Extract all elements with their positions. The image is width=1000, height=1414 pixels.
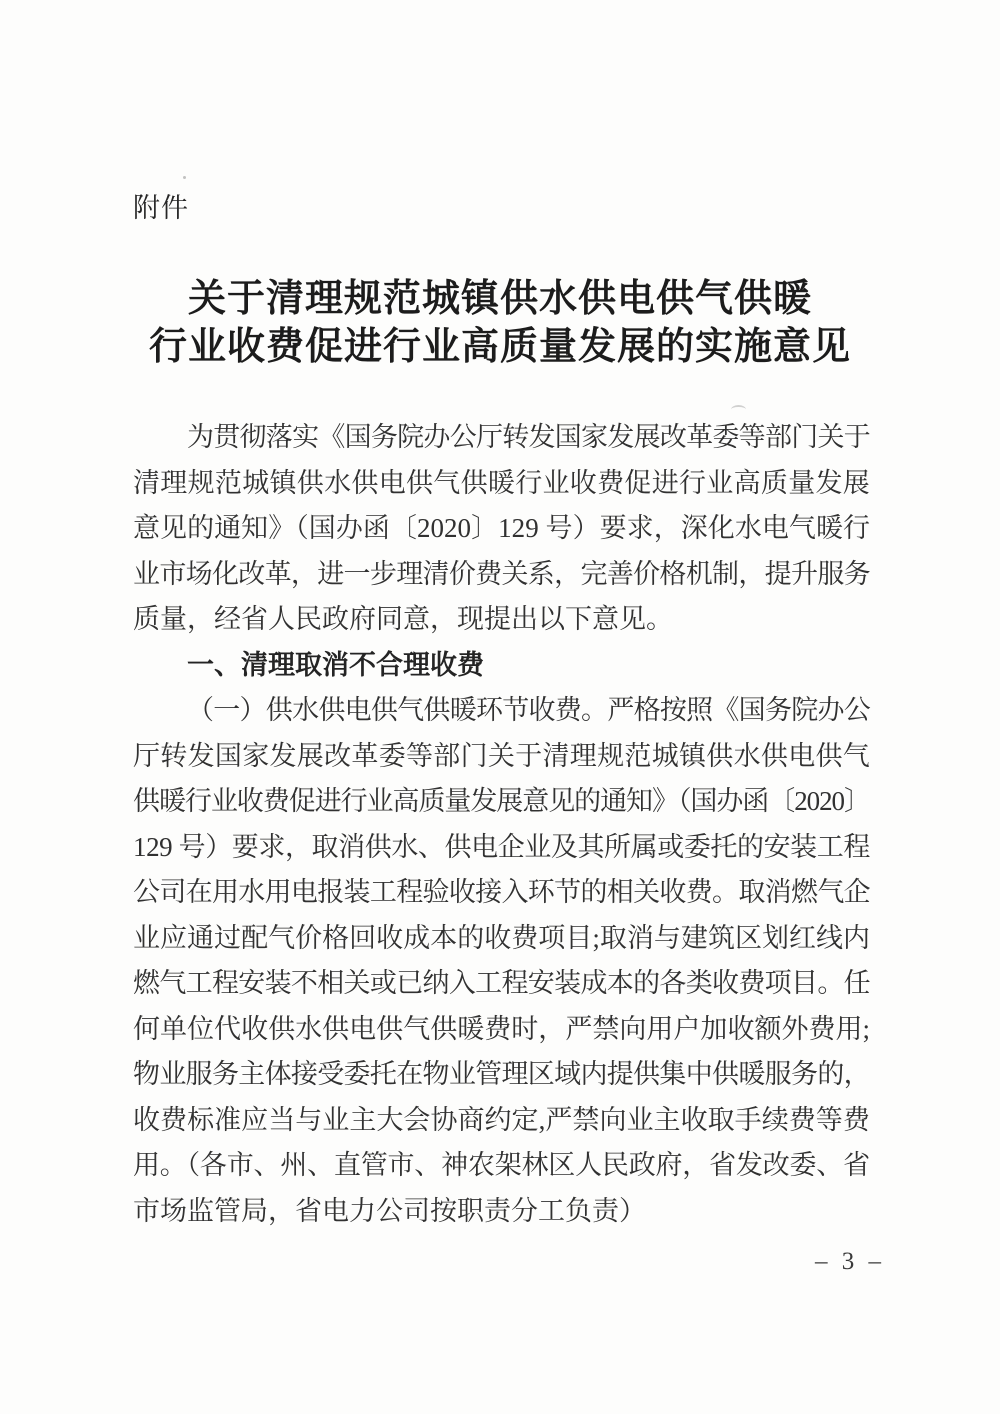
body-text-line: 业应通过配气价格回收成本的收费项目;取消与建筑区划红线内 xyxy=(133,922,871,953)
body-text-line: （一）供水供电供气供暖环节收费。严格按照《国务院办公 xyxy=(187,695,871,725)
body-text-line: 用。（各市、州、直管市、神农架林区人民政府，省发改委、省 xyxy=(133,1150,870,1180)
body-text-line: 物业服务主体接受委托在物业管理区域内提供集中供暖服务的， xyxy=(133,1059,870,1089)
body-text-line: 厅转发国家发展改革委等部门关于清理规范城镇供水供电供气 xyxy=(133,740,871,771)
document-body xyxy=(133,415,870,1234)
section-heading: 一、清理取消不合理收费 xyxy=(187,649,484,680)
scan-artifact xyxy=(731,405,746,414)
body-text-line: 质量，经省人民政府同意，现提出以下意见。 xyxy=(133,604,673,634)
scan-artifact xyxy=(183,176,186,179)
attachment-label: 附件 xyxy=(133,193,189,223)
body-text-line: 业市场化改革，进一步理清价费关系，完善价格机制，提升服务 xyxy=(133,558,870,589)
title-line: 关于清理规范城镇供水供电供气供暖 xyxy=(187,278,812,320)
body-text-line: 为贯彻落实《国务院办公厅转发国家发展改革委等部门关于 xyxy=(187,422,871,452)
title-line: 行业收费促进行业高质量发展的实施意见 xyxy=(148,326,851,368)
body-text-line: 何单位代收供水供电供气供暖费时，严禁向用户加收额外费用; xyxy=(133,1013,871,1044)
body-text-line: 燃气工程安装不相关或已纳入工程安装成本的各类收费项目。任 xyxy=(133,968,870,998)
page-number: – 3 – xyxy=(815,1248,885,1275)
body-text-line: 供暖行业收费促进行业高质量发展意见的通知》（国办函〔2020〕 xyxy=(133,786,870,816)
body-text-line: 清理规范城镇供水供电供气供暖行业收费促进行业高质量发展 xyxy=(133,467,871,498)
body-text-line: 129 号）要求，取消供水、供电企业及其所属或委托的安装工程 xyxy=(133,831,870,862)
body-text-line: 市场监管局，省电力公司按职责分工负责） xyxy=(133,1195,646,1226)
document-title xyxy=(0,275,1000,371)
body-text-line: 公司在用水用电报装工程验收接入环节的相关收费。取消燃气企 xyxy=(133,877,870,907)
body-text-line: 意见的通知》（国办函〔2020〕129 号）要求，深化水电气暖行 xyxy=(133,513,871,543)
body-text-line: 收费标准应当与业主大会协商约定,严禁向业主收取手续费等费 xyxy=(133,1104,870,1135)
